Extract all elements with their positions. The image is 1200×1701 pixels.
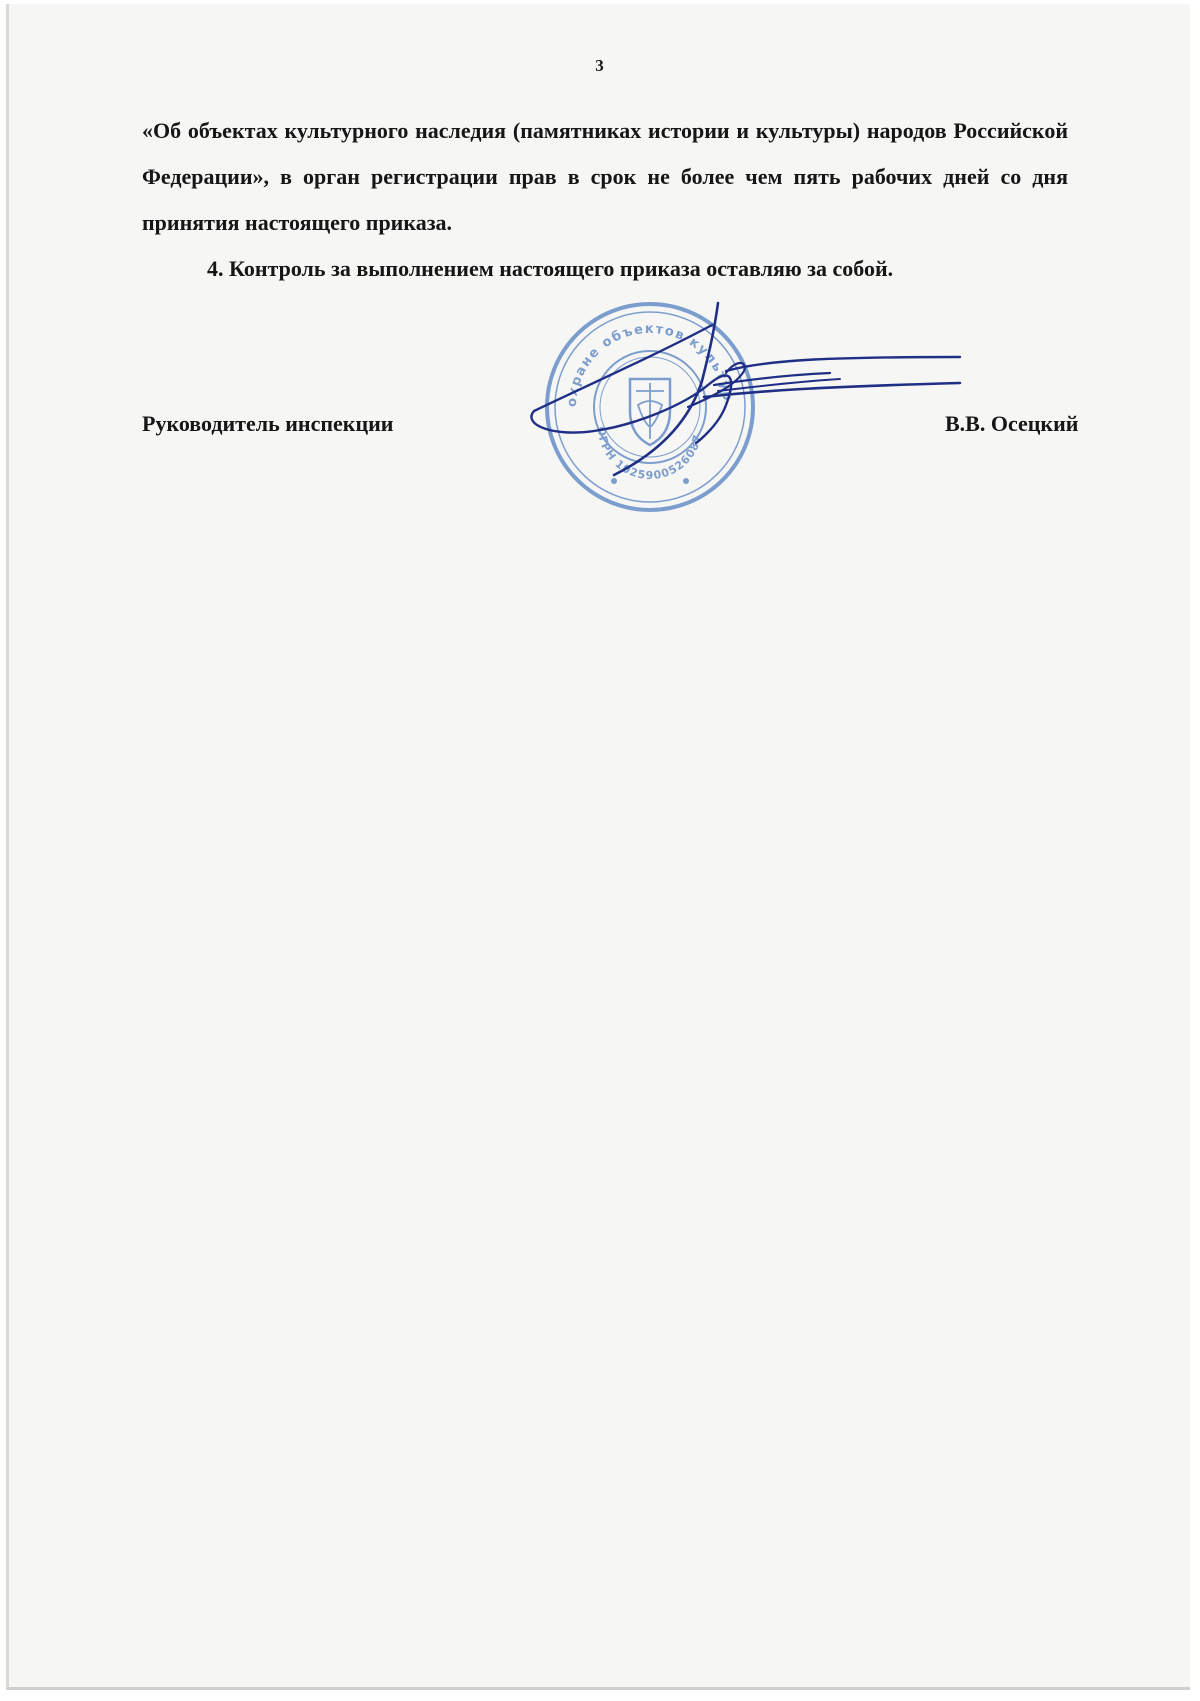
page-number: 3 [595, 56, 604, 75]
signature-block [142, 288, 1142, 579]
svg-text:ОГРН 1025900526087: ОГРН 1025900526087 [594, 425, 705, 483]
paragraph-continuation: «Об объектах культурного наследия (памятниках истории и культуры) народов Российской Федерации», в орган регистрации прав в срок не более чем пять рабочих дней со дня принятия настоящего приказа. [142, 118, 1068, 235]
official-seal [534, 288, 753, 510]
document-page [6, 4, 1190, 1690]
paragraph-control-clause: 4. Контроль за выполнением настоящего приказа оставляю за собой. [207, 256, 894, 281]
signer-position: Руководитель инспекции [142, 411, 394, 436]
coat-of-arms-icon [630, 379, 670, 445]
official-seal-with-signature [534, 288, 960, 579]
document-body [142, 108, 1068, 292]
signer-name: В.В. Осецкий [945, 411, 1079, 436]
svg-text:охране объектов культурного на: охране объектов культурного наследия [534, 288, 735, 408]
